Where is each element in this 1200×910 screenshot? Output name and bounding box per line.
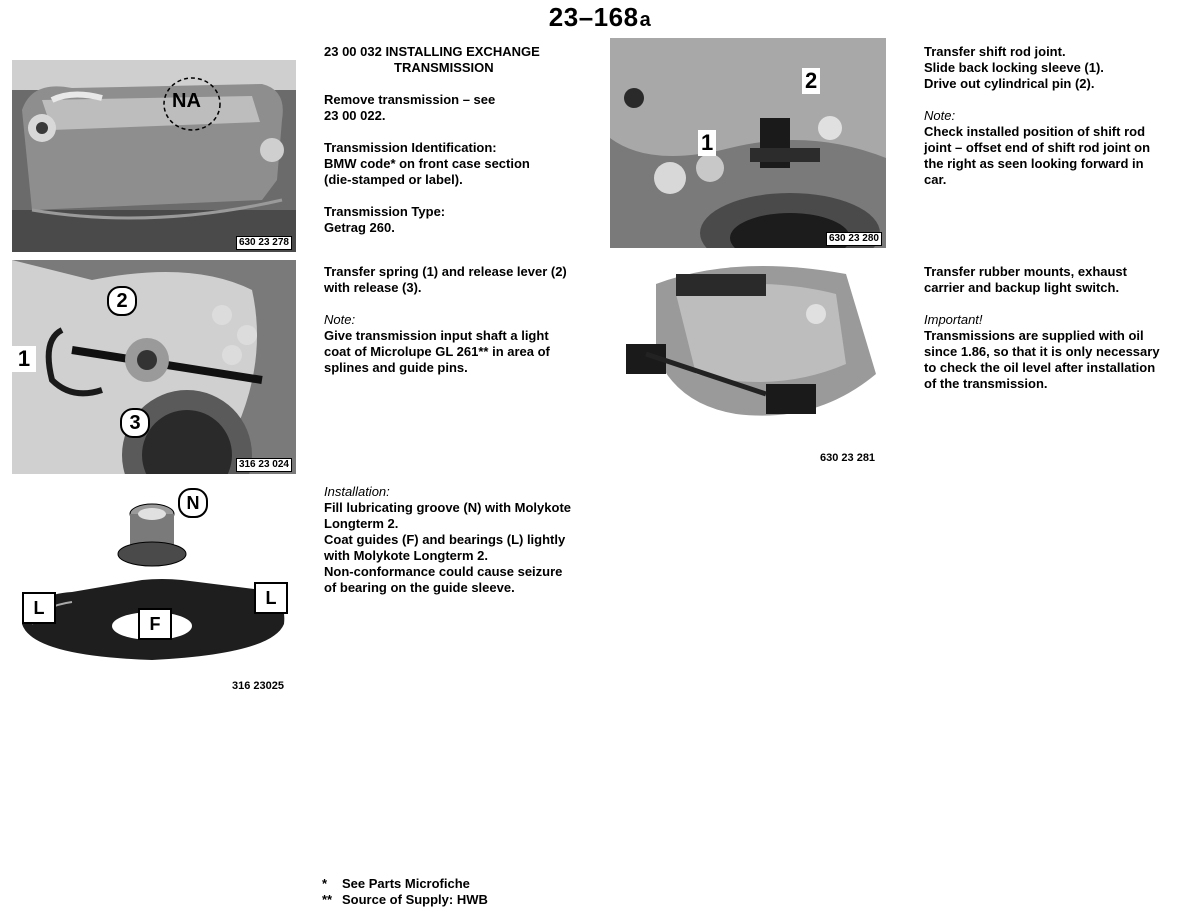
spring-line2: with release (3). [324,280,422,295]
transmission-case-photo [12,60,296,252]
callout-2: 2 [107,286,137,316]
rubber-mounts-photo [616,254,886,440]
spring-note-label: Note: [324,312,356,327]
release-lever-photo [12,260,296,474]
figure-shift-rod-joint [610,38,886,248]
page-number-main: 23–168 [548,2,639,32]
section-rubber-mounts [924,264,1194,392]
spring-note-line1: Give transmission input shaft a light [324,328,549,343]
section-installation [324,484,604,596]
callout-n: N [178,488,208,518]
shift-note-line4: car. [924,172,947,187]
section-installing [324,44,604,252]
shift-line3: Drive out cylindrical pin (2). [924,76,1095,91]
footnote-1 [322,876,722,892]
shift-line1: Transfer shift rod joint. [924,44,1066,59]
ident-line2: (die-stamped or label). [324,172,463,187]
important-line1: Transmissions are supplied with oil [924,328,1144,343]
shift-line2: Slide back locking sleeve (1). [924,60,1104,75]
figure-rubber-mounts [616,254,886,440]
important-line4: of the transmission. [924,376,1048,391]
ident-label: Transmission Identification: [324,140,497,155]
installation-label: Installation: [324,484,390,499]
ident-line1: BMW code* on front case section [324,156,530,171]
callout-na: NA [172,90,201,112]
figure-release-lever [12,260,296,474]
shift-note-line2: joint – offset end of shift rod joint on [924,140,1151,155]
installation-line3: Coat guides (F) and bearings (L) lightly [324,532,566,547]
section-transfer-spring [324,264,604,376]
footnote-2 [322,892,722,908]
type-label: Transmission Type: [324,204,446,219]
important-label: Important! [924,312,983,327]
callout-shift-1: 1 [698,130,716,156]
shift-note-line3: the right as seen looking forward in [924,156,1144,171]
figure-guide-sleeve [12,484,296,670]
shift-rod-photo [610,38,886,248]
callout-3: 3 [120,408,150,438]
shift-note-line1: Check installed position of shift rod [924,124,1146,139]
mounts-line2: carrier and backup light switch. [924,280,1120,295]
spring-note-line3: splines and guide pins. [324,360,468,375]
figure-code-1: 630 23 278 [236,236,292,250]
guide-sleeve-drawing [12,484,296,670]
callout-l-left: L [22,592,56,624]
important-line3: to check the oil level after installation [924,360,1156,375]
remove-ref: 23 00 022. [324,108,386,123]
spring-note-line2: coat of Microlupe GL 261** in area of [324,344,550,359]
remove-text: Remove transmission – see [324,92,496,107]
installing-heading: 23 00 032 INSTALLING EXCHANGE [324,44,540,59]
section-shift-rod [924,44,1194,188]
installation-line4: with Molykote Longterm 2. [324,548,488,563]
installation-line1: Fill lubricating groove (N) with Molykote [324,500,572,515]
spring-line1: Transfer spring (1) and release lever (2) [324,264,567,279]
figure-code-2: 316 23 024 [236,458,292,472]
footnote-2-text: Source of Supply: HWB [342,892,488,907]
mounts-line1: Transfer rubber mounts, exhaust [924,264,1127,279]
shift-note-label: Note: [924,108,956,123]
page-number-suffix: a [639,9,652,31]
footnote-1-text: See Parts Microfiche [342,876,470,891]
installation-line5: Non-conformance could cause seizure [324,564,563,579]
footnote-2-mark: ** [322,892,333,907]
figure-code-5: 630 23 281 [820,452,876,464]
page-number [0,2,1200,33]
callout-l-right: L [254,582,288,614]
figure-code-3: 316 23025 [232,680,284,692]
installing-heading-cont: TRANSMISSION [394,60,494,75]
callout-1: 1 [12,346,36,372]
callout-f: F [138,608,172,640]
callout-shift-2: 2 [802,68,820,94]
important-line2: since 1.86, so that it is only necessary [924,344,1160,359]
footnote-1-mark: * [322,876,328,891]
figure-transmission-case [12,60,296,252]
type-value: Getrag 260. [324,220,395,235]
footnotes [322,876,722,908]
figure-code-4: 630 23 280 [826,232,882,246]
installation-line6: of bearing on the guide sleeve. [324,580,515,595]
installation-line2: Longterm 2. [324,516,399,531]
